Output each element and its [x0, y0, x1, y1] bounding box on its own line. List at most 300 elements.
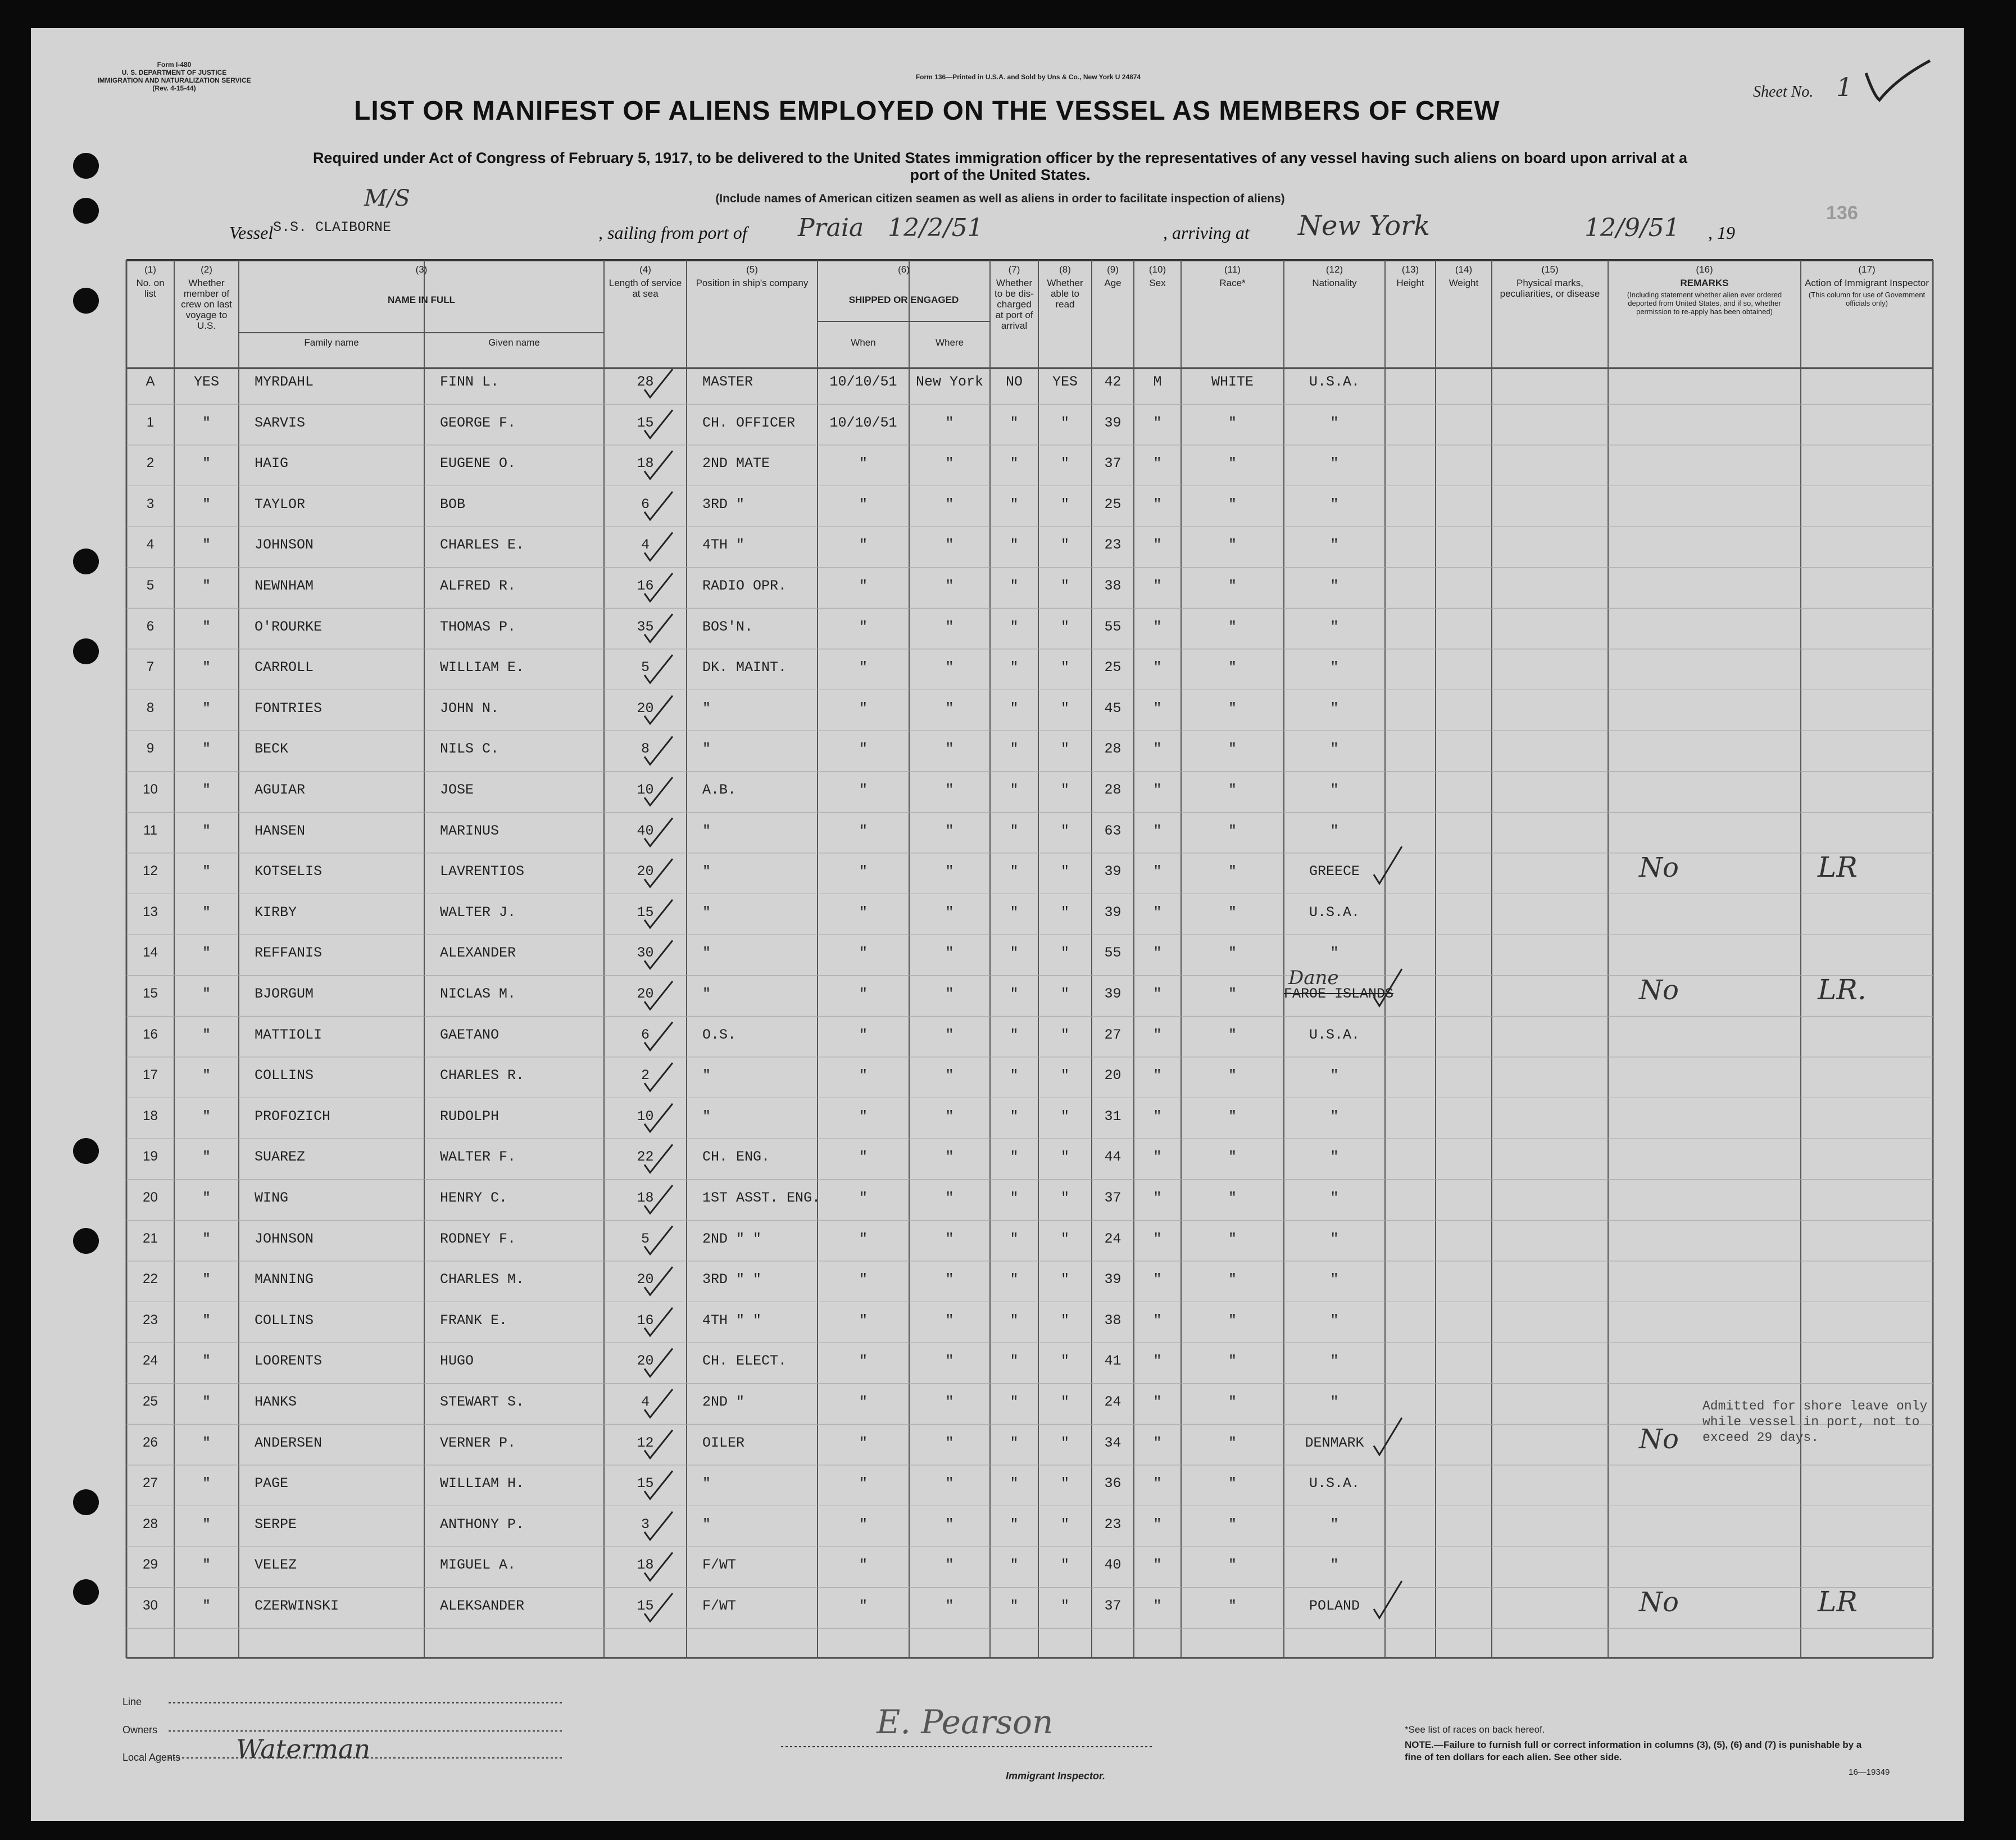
- cell-when: ": [859, 1230, 868, 1247]
- cell-age: 37: [1104, 1190, 1121, 1206]
- cell-read: ": [1060, 537, 1069, 554]
- cell-when: ": [859, 1312, 868, 1329]
- cell-family: TAYLOR: [255, 496, 306, 513]
- printer-note: Form 136—Printed in U.S.A. and Sold by Uns & Co., New York U 24874: [915, 73, 1141, 81]
- cell-family: MANNING: [255, 1271, 314, 1288]
- cell-read: YES: [1052, 374, 1078, 390]
- cell-sex: ": [1153, 1190, 1162, 1206]
- cell-disch: ": [1010, 537, 1019, 554]
- cell-service: 8: [641, 741, 650, 758]
- cell-prev: ": [202, 1353, 211, 1370]
- cell-when: ": [859, 1557, 868, 1574]
- column-subheader: Where: [935, 337, 964, 348]
- cell-disch: ": [1010, 1434, 1019, 1451]
- cell-given: CHARLES R.: [440, 1067, 525, 1084]
- cell-no: 11: [143, 822, 157, 838]
- cell-service: 28: [637, 374, 654, 390]
- cell-position: OILER: [702, 1434, 745, 1451]
- cell-family: JOHNSON: [255, 537, 314, 554]
- cell-no: 10: [143, 782, 158, 797]
- cell-given: CHARLES M.: [440, 1271, 525, 1288]
- cell-age: 23: [1104, 537, 1121, 554]
- cell-no: 19: [143, 1149, 158, 1164]
- cell-age: 34: [1104, 1434, 1121, 1451]
- column-header: [174, 264, 239, 333]
- column-number: (16): [1696, 264, 1713, 275]
- cell-family: KIRBY: [255, 904, 297, 921]
- cell-given: MIGUEL A.: [440, 1557, 516, 1574]
- cell-no: 26: [143, 1434, 158, 1450]
- cell-position: 3RD ": [702, 496, 745, 513]
- cell-no: 6: [146, 618, 155, 634]
- cell-service: 20: [637, 863, 654, 880]
- cell-race: ": [1228, 1149, 1237, 1166]
- cell-nat: DENMARK: [1305, 1434, 1364, 1451]
- cell-age: 27: [1104, 1026, 1121, 1043]
- cell-race: ": [1228, 1353, 1237, 1370]
- cell-when: ": [859, 1394, 868, 1410]
- cell-sex: ": [1153, 537, 1162, 554]
- cell-where: ": [945, 945, 954, 962]
- cell-position: ": [702, 741, 711, 758]
- cell-given: ALFRED R.: [440, 578, 516, 594]
- cell-prev: ": [202, 904, 211, 921]
- cell-no: 16: [143, 1026, 158, 1042]
- cell-given: THOMAS P.: [440, 618, 516, 635]
- column-note: (This column for use of Government officials only): [1808, 291, 1926, 307]
- cell-nat: FAROE ISLANDS: [1284, 986, 1394, 1002]
- cell-age: 28: [1104, 741, 1121, 758]
- cell-given: CHARLES E.: [440, 537, 525, 554]
- cell-read: ": [1060, 1516, 1069, 1533]
- cell-nat: U.S.A.: [1309, 1475, 1360, 1492]
- cell-nat: ": [1330, 1557, 1339, 1574]
- cell-nat: GREECE: [1309, 863, 1360, 880]
- column-header: [604, 264, 687, 301]
- cell-disch: ": [1010, 659, 1019, 676]
- cell-family: NEWNHAM: [255, 578, 314, 594]
- cell-where: ": [945, 578, 954, 594]
- cell-disch: ": [1010, 455, 1019, 472]
- cell-where: ": [945, 414, 954, 431]
- cell-service: 15: [637, 1475, 654, 1492]
- cell-nat: ": [1330, 618, 1339, 635]
- cell-sex: ": [1153, 659, 1162, 676]
- cell-given: HUGO: [440, 1353, 474, 1370]
- cell-when: ": [859, 904, 868, 921]
- cell-prev: ": [202, 1475, 211, 1492]
- cell-service: 5: [641, 1230, 650, 1247]
- cell-no: 30: [143, 1598, 158, 1613]
- cell-family: SUAREZ: [255, 1149, 306, 1166]
- cell-nat: ": [1330, 1516, 1339, 1533]
- cell-family: PAGE: [255, 1475, 289, 1492]
- cell-where: ": [945, 455, 954, 472]
- column-label: Whether to be dis-charged at port of arrival: [995, 278, 1034, 331]
- cell-where: ": [945, 1312, 954, 1329]
- cell-when: ": [859, 1190, 868, 1206]
- cell-read: ": [1060, 455, 1069, 472]
- cell-no: 28: [143, 1516, 158, 1531]
- cell-race: ": [1228, 1230, 1237, 1247]
- cell-given: WILLIAM E.: [440, 659, 525, 676]
- cell-service: 20: [637, 1271, 654, 1288]
- cell-disch: ": [1010, 1230, 1019, 1247]
- cell-nat: ": [1330, 1312, 1339, 1329]
- cell-sex: ": [1153, 904, 1162, 921]
- cell-prev: ": [202, 863, 211, 880]
- cell-race: ": [1228, 904, 1237, 921]
- cell-service: 22: [637, 1149, 654, 1166]
- column-number: (14): [1455, 264, 1473, 275]
- cell-where: ": [945, 986, 954, 1002]
- cell-family: O'ROURKE: [255, 618, 323, 635]
- cell-nat: ": [1330, 1230, 1339, 1247]
- cell-read: ": [1060, 659, 1069, 676]
- cell-given: FINN L.: [440, 374, 500, 390]
- cell-race: ": [1228, 1026, 1237, 1043]
- cell-read: ": [1060, 1067, 1069, 1084]
- cell-where: ": [945, 1598, 954, 1614]
- cell-service: 15: [637, 904, 654, 921]
- cell-position: RADIO OPR.: [702, 578, 787, 594]
- inspector-action-handwritten: LR: [1818, 1585, 1858, 1618]
- cell-sex: ": [1153, 945, 1162, 962]
- cell-service: 4: [641, 537, 650, 554]
- cell-given: JOHN N.: [440, 700, 500, 717]
- column-label: REMARKS: [1680, 278, 1729, 288]
- cell-age: 37: [1104, 455, 1121, 472]
- cell-prev: ": [202, 659, 211, 676]
- cell-read: ": [1060, 741, 1069, 758]
- cell-no: 4: [146, 537, 155, 552]
- cell-family: REFFANIS: [255, 945, 323, 962]
- cell-when: ": [859, 986, 868, 1002]
- cell-race: ": [1228, 863, 1237, 880]
- cell-family: BJORGUM: [255, 986, 314, 1002]
- cell-read: ": [1060, 1108, 1069, 1125]
- line-label: Line: [122, 1696, 142, 1707]
- cell-service: 16: [637, 578, 654, 594]
- cell-age: 39: [1104, 986, 1121, 1002]
- cell-race: ": [1228, 1190, 1237, 1206]
- cell-where: ": [945, 537, 954, 554]
- cell-race: ": [1228, 455, 1237, 472]
- column-number: (5): [746, 264, 758, 275]
- column-header: [687, 264, 818, 291]
- cell-position: CH. ELECT.: [702, 1353, 787, 1370]
- cell-age: 39: [1104, 414, 1121, 431]
- cell-where: ": [945, 1434, 954, 1451]
- cell-position: 2ND " ": [702, 1230, 762, 1247]
- cell-nat: ": [1330, 1394, 1339, 1410]
- cell-age: 38: [1104, 1312, 1121, 1329]
- cell-when: ": [859, 863, 868, 880]
- year-label: , 19: [1708, 223, 1735, 243]
- cell-no: 9: [146, 741, 155, 756]
- cell-disch: ": [1010, 1108, 1019, 1125]
- cell-sex: ": [1153, 1353, 1162, 1370]
- cell-race: ": [1228, 700, 1237, 717]
- cell-when: 10/10/51: [829, 374, 897, 390]
- cell-nat: ": [1330, 1353, 1339, 1370]
- cell-service: 15: [637, 414, 654, 431]
- cell-given: WALTER F.: [440, 1149, 516, 1166]
- column-header: [126, 264, 174, 301]
- required-line-1: Required under Act of Congress of February 5, 1917, to be delivered to the United States immigration officer by the representatives of any vessel having such aliens on board upon arrival at a: [312, 149, 1688, 166]
- cell-no: 14: [143, 945, 158, 960]
- cell-no: 17: [143, 1067, 158, 1083]
- cell-when: ": [859, 537, 868, 554]
- cell-nat: ": [1330, 1190, 1339, 1206]
- cell-read: ": [1060, 578, 1069, 594]
- cell-nat: U.S.A.: [1309, 374, 1360, 390]
- cell-race: WHITE: [1211, 374, 1254, 390]
- cell-position: BOS'N.: [702, 618, 753, 635]
- cell-family: VELEZ: [255, 1557, 297, 1574]
- cell-sex: ": [1153, 618, 1162, 635]
- cell-service: 16: [637, 1312, 654, 1329]
- cell-read: ": [1060, 904, 1069, 921]
- cell-no: 15: [143, 986, 158, 1001]
- cell-where: ": [945, 863, 954, 880]
- cell-service: 3: [641, 1516, 650, 1533]
- cell-age: 20: [1104, 1067, 1121, 1084]
- cell-sex: ": [1153, 414, 1162, 431]
- cell-disch: ": [1010, 1026, 1019, 1043]
- cell-disch: ": [1010, 496, 1019, 513]
- cell-disch: ": [1010, 618, 1019, 635]
- column-label: No. on list: [136, 278, 165, 299]
- cell-family: WING: [255, 1190, 289, 1206]
- cell-when: ": [859, 1434, 868, 1451]
- cell-given: WILLIAM H.: [440, 1475, 525, 1492]
- cell-where: ": [945, 1353, 954, 1370]
- cell-given: MARINUS: [440, 822, 500, 839]
- cell-race: ": [1228, 1516, 1237, 1533]
- cell-position: 2ND ": [702, 1394, 745, 1410]
- cell-service: 10: [637, 782, 654, 798]
- cell-race: ": [1228, 1557, 1237, 1574]
- cell-age: 39: [1104, 1271, 1121, 1288]
- cell-no: 21: [143, 1230, 158, 1246]
- cell-sex: ": [1153, 1516, 1162, 1533]
- cell-no: 2: [146, 455, 155, 471]
- cell-family: LOORENTS: [255, 1353, 323, 1370]
- cell-position: 4TH " ": [702, 1312, 762, 1329]
- column-header: [818, 264, 990, 307]
- cell-nat: ": [1330, 1271, 1339, 1288]
- cell-where: ": [945, 1067, 954, 1084]
- cell-prev: ": [202, 414, 211, 431]
- cell-disch: ": [1010, 1394, 1019, 1410]
- column-header: [1801, 264, 1933, 307]
- cell-age: 37: [1104, 1598, 1121, 1614]
- cell-nat: ": [1330, 414, 1339, 431]
- cell-race: ": [1228, 659, 1237, 676]
- cell-where: ": [945, 1190, 954, 1206]
- cell-prev: ": [202, 618, 211, 635]
- cell-disch: ": [1010, 822, 1019, 839]
- inspector-label: Immigrant Inspector.: [1006, 1770, 1106, 1782]
- cell-disch: NO: [1005, 374, 1023, 390]
- cell-age: 23: [1104, 1516, 1121, 1533]
- cell-read: ": [1060, 1394, 1069, 1410]
- cell-given: JOSE: [440, 782, 474, 798]
- cell-age: 39: [1104, 863, 1121, 880]
- cell-age: 25: [1104, 659, 1121, 676]
- column-number: (1): [144, 264, 156, 275]
- cell-position: ": [702, 1516, 711, 1533]
- column-number: (6): [898, 264, 910, 275]
- cell-given: LAVRENTIOS: [440, 863, 525, 880]
- sailing-port: Praia: [798, 214, 864, 242]
- cell-race: ": [1228, 945, 1237, 962]
- cell-where: ": [945, 904, 954, 921]
- cell-given: RUDOLPH: [440, 1108, 500, 1125]
- cell-age: 63: [1104, 822, 1121, 839]
- include-note: (Include names of American citizen seamen as well as aliens in order to facilitate inspection of aliens): [715, 192, 1285, 205]
- cell-position: 3RD " ": [702, 1271, 762, 1288]
- cell-sex: ": [1153, 1067, 1162, 1084]
- cell-where: ": [945, 1108, 954, 1125]
- inspector-action-handwritten: LR: [1818, 851, 1858, 884]
- cell-disch: ": [1010, 1516, 1019, 1533]
- cell-nat: ": [1330, 578, 1339, 594]
- cell-read: ": [1060, 1434, 1069, 1451]
- cell-no: 18: [143, 1108, 158, 1123]
- cell-read: ": [1060, 700, 1069, 717]
- cell-sex: ": [1153, 863, 1162, 880]
- cell-age: 36: [1104, 1475, 1121, 1492]
- cell-service: 6: [641, 1026, 650, 1043]
- cell-age: 24: [1104, 1230, 1121, 1247]
- cell-prev: ": [202, 1190, 211, 1206]
- cell-where: ": [945, 1516, 954, 1533]
- cell-when: ": [859, 1149, 868, 1166]
- column-subheader: Given name: [488, 337, 540, 348]
- races-note: *See list of races on back hereof.: [1405, 1724, 1545, 1735]
- column-number: (15): [1541, 264, 1559, 275]
- sheet-number: 1: [1836, 72, 1853, 102]
- cell-where: ": [945, 618, 954, 635]
- column-number: (8): [1059, 264, 1071, 275]
- column-label: SHIPPED OR ENGAGED: [848, 294, 959, 305]
- column-header: [1181, 264, 1284, 291]
- cell-when: ": [859, 1475, 868, 1492]
- cell-read: ": [1060, 1149, 1069, 1166]
- cell-family: COLLINS: [255, 1067, 314, 1084]
- column-header: [1385, 264, 1436, 291]
- cell-service: 20: [637, 700, 654, 717]
- remarks-handwritten: No: [1639, 852, 1679, 884]
- cell-given: STEWART S.: [440, 1394, 525, 1410]
- cell-race: ": [1228, 414, 1237, 431]
- cell-sex: ": [1153, 1312, 1162, 1329]
- cell-disch: ": [1010, 1353, 1019, 1370]
- cell-position: ": [702, 1067, 711, 1084]
- cell-prev: ": [202, 537, 211, 554]
- cell-family: PROFOZICH: [255, 1108, 331, 1125]
- cell-prev: ": [202, 1230, 211, 1247]
- cell-service: 4: [641, 1394, 650, 1410]
- cell-sex: ": [1153, 1271, 1162, 1288]
- cell-family: SARVIS: [255, 414, 306, 431]
- admitted-note: Admitted for shore leave only while vessel in port, not to exceed 29 days.: [1702, 1399, 1928, 1445]
- cell-prev: ": [202, 1557, 211, 1574]
- agents-signature: Waterman: [236, 1734, 371, 1764]
- cell-no: 20: [143, 1190, 158, 1205]
- column-number: (3): [415, 264, 428, 275]
- cell-race: ": [1228, 741, 1237, 758]
- cell-when: ": [859, 1108, 868, 1125]
- cell-given: NICLAS M.: [440, 986, 516, 1002]
- cell-where: ": [945, 782, 954, 798]
- column-header: [1134, 264, 1181, 291]
- cell-when: ": [859, 1026, 868, 1043]
- cell-position: ": [702, 1108, 711, 1125]
- cell-service: 15: [637, 1598, 654, 1614]
- cell-position: ": [702, 904, 711, 921]
- cell-position: CH. OFFICER: [702, 414, 796, 431]
- cell-when: ": [859, 496, 868, 513]
- cell-where: ": [945, 1271, 954, 1288]
- cell-position: 4TH ": [702, 537, 745, 554]
- cell-sex: ": [1153, 1557, 1162, 1574]
- cell-service: 40: [637, 822, 654, 839]
- department: U. S. DEPARTMENT OF JUSTICE: [121, 69, 227, 76]
- check-mark-icon: [1863, 56, 1936, 112]
- cell-race: ": [1228, 782, 1237, 798]
- cell-prev: ": [202, 1516, 211, 1533]
- cell-no: 23: [143, 1312, 158, 1327]
- column-label: Height: [1396, 278, 1424, 288]
- cell-given: EUGENE O.: [440, 455, 516, 472]
- vessel-handwritten: M/S: [364, 185, 410, 211]
- cell-disch: ": [1010, 904, 1019, 921]
- column-label: Sex: [1149, 278, 1166, 288]
- cell-where: ": [945, 1394, 954, 1410]
- cell-given: FRANK E.: [440, 1312, 508, 1329]
- column-label: Action of Immigrant Inspector: [1804, 278, 1929, 288]
- cell-no: 1: [146, 414, 155, 430]
- column-header: [1092, 264, 1134, 291]
- cell-sex: ": [1153, 1394, 1162, 1410]
- remarks-handwritten: No: [1639, 1423, 1679, 1455]
- cell-when: ": [859, 1516, 868, 1533]
- cell-no: 25: [143, 1394, 158, 1409]
- cell-age: 55: [1104, 618, 1121, 635]
- cell-given: GAETANO: [440, 1026, 500, 1043]
- cell-nat: ": [1330, 1108, 1339, 1125]
- cell-sex: ": [1153, 1149, 1162, 1166]
- cell-race: ": [1228, 537, 1237, 554]
- cell-read: ": [1060, 1353, 1069, 1370]
- cell-disch: ": [1010, 1067, 1019, 1084]
- cell-service: 18: [637, 1190, 654, 1206]
- column-label: Physical marks, peculiarities, or disease: [1500, 278, 1600, 299]
- cell-where: ": [945, 741, 954, 758]
- cell-sex: ": [1153, 1475, 1162, 1492]
- stamp-number: 136: [1826, 202, 1858, 224]
- cell-where: ": [945, 1026, 954, 1043]
- cell-position: A.B.: [702, 782, 737, 798]
- cell-age: 28: [1104, 782, 1121, 798]
- cell-prev: ": [202, 1108, 211, 1125]
- column-number: (9): [1107, 264, 1119, 275]
- cell-disch: ": [1010, 700, 1019, 717]
- cell-sex: ": [1153, 986, 1162, 1002]
